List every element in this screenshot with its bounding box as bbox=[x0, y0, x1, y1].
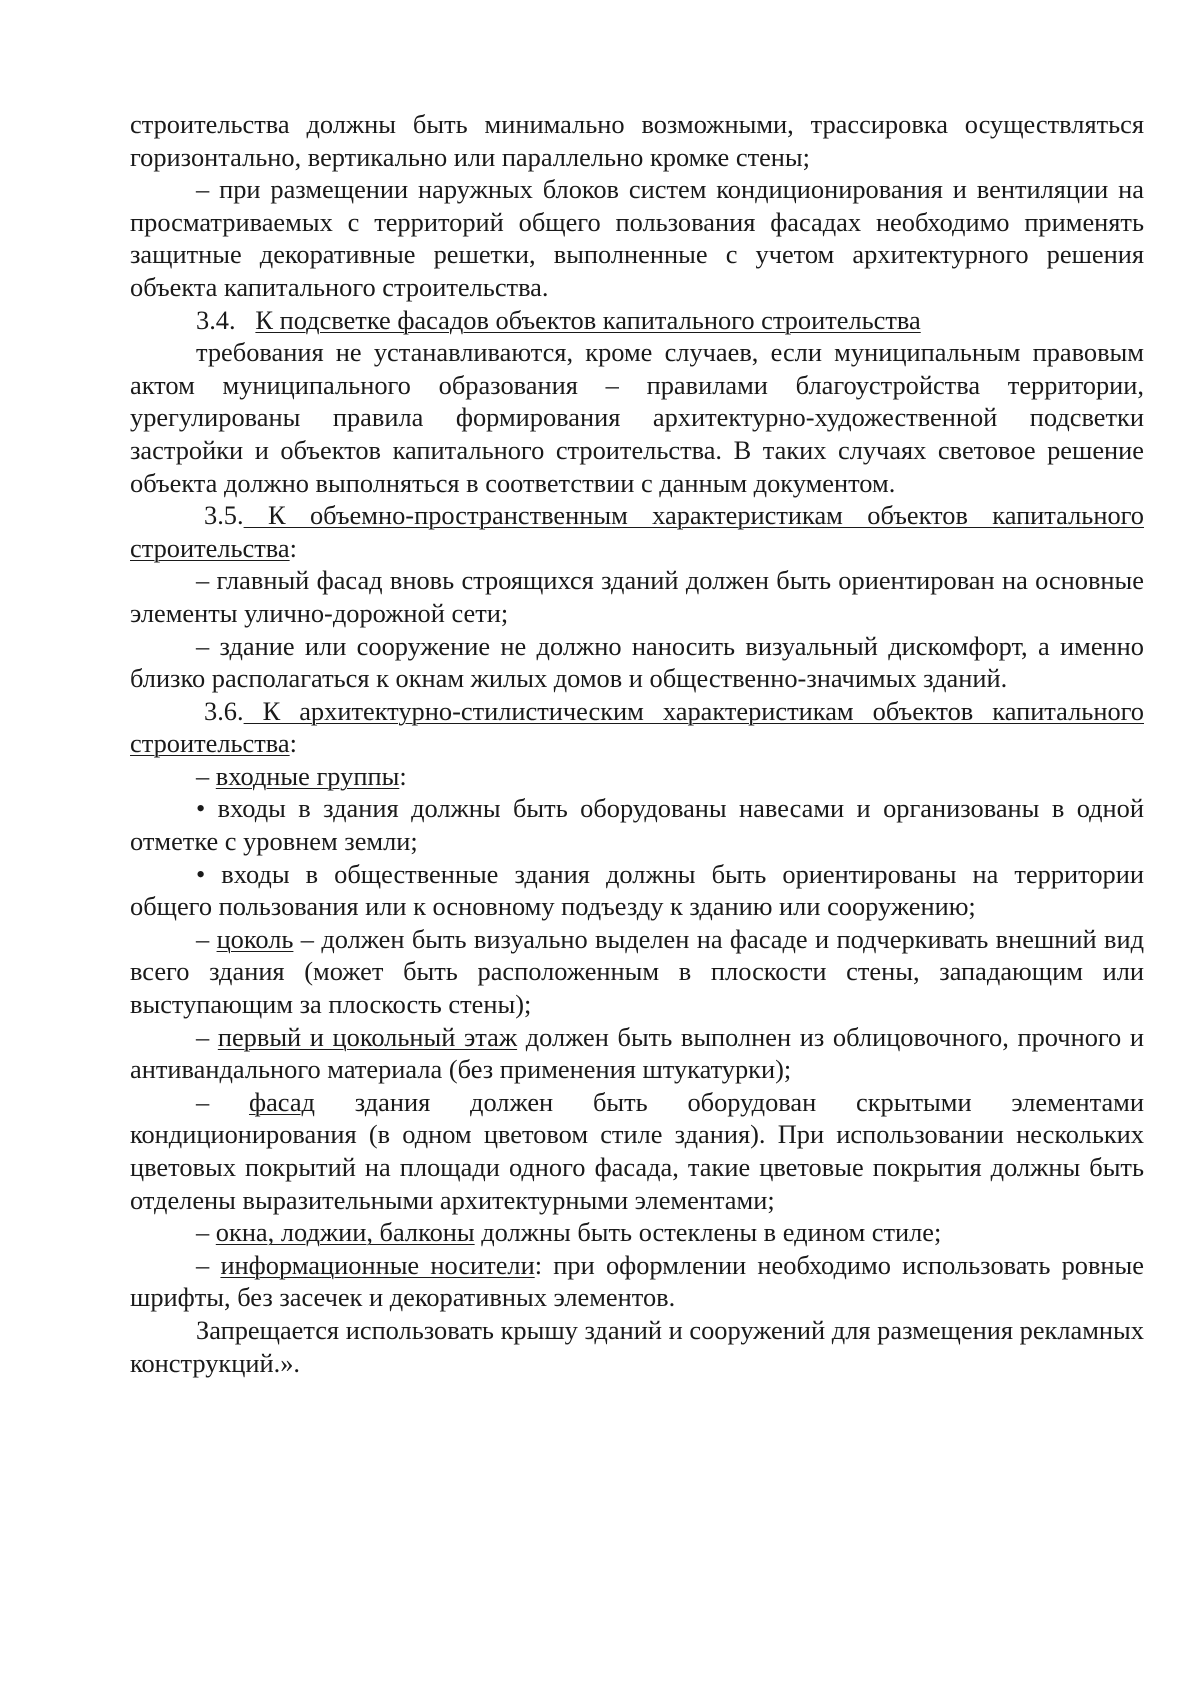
entry-groups-dash: – bbox=[196, 760, 216, 791]
section-3-5-item-1: – главный фасад вновь строящихся зданий должен быть ориентирован на основные элементы улично-дорожной сети; bbox=[130, 565, 1144, 628]
facade-text: здания должен быть оборудован скрытыми элементами кондиционирования (в одном цветовом стиле здания). При использовании нескольких цветовых покрытий на площади одного фасада, такие цветовые покрытия должны быть отделены выразительными архитектурными элементами; bbox=[130, 1086, 1145, 1215]
paragraph-continuation: строительства должны быть минимально возможными, трассировка осуществляться горизонтально, вертикально или параллельно кромке стены; bbox=[130, 109, 1144, 172]
entry-groups-item bbox=[130, 760, 1144, 793]
section-3-6 bbox=[130, 695, 1144, 760]
section-3-6-colon: : bbox=[289, 728, 297, 759]
section-3-6-heading: К архитектурно-стилистическим характеристикам объектов капитального строительства bbox=[130, 695, 1144, 759]
section-3-4-heading: К подсветке фасадов объектов капитального строительства bbox=[255, 304, 921, 335]
plinth-text: – должен быть визуально выделен на фасаде и подчеркивать внешний вид всего здания (может быть расположенным в плоскости стены, западающим или выступающим за плоскость стены); bbox=[130, 923, 1145, 1020]
first-floor-label: первый и цокольный этаж bbox=[217, 1021, 518, 1052]
paragraph-ventilation: – при размещении наружных блоков систем кондиционирования и вентиляции на просматриваемых с территорий общего пользования фасадах необходимо применять защитные декоративные решетки, выполненные с учетом архитектурного решения объекта капитального строительства. bbox=[130, 174, 1144, 302]
first-floor-item bbox=[130, 1021, 1144, 1086]
facade-dash: – bbox=[196, 1086, 249, 1117]
entry-groups-label: входные группы bbox=[215, 760, 400, 791]
facade-item bbox=[130, 1086, 1144, 1216]
section-3-4-number: 3.4. bbox=[196, 304, 236, 335]
entry-groups-colon: : bbox=[399, 760, 407, 791]
entry-bullet-2: • входы в общественные здания должны быть ориентированы на территории общего пользования или к основному подъезду к зданию или сооружению; bbox=[130, 858, 1144, 922]
windows-item bbox=[130, 1216, 1144, 1249]
section-3-4 bbox=[130, 304, 1144, 337]
final-paragraph: Запрещается использовать крышу зданий и сооружений для размещения рекламных конструкций.». bbox=[130, 1314, 1144, 1378]
info-carriers-text: : при оформлении необходимо использовать ровные шрифты, без засечек и декоративных элементов. bbox=[130, 1249, 1144, 1313]
first-floor-dash: – bbox=[196, 1021, 218, 1052]
plinth-label: цоколь bbox=[216, 923, 294, 954]
plinth-item bbox=[130, 923, 1144, 1021]
windows-text: должны быть остеклены в едином стиле; bbox=[474, 1217, 942, 1248]
section-3-5-colon: : bbox=[289, 532, 297, 563]
section-3-5-item-2: – здание или сооружение не должно наносить визуальный дискомфорт, а именно близко располагаться к окнам жилых домов и общественно-значимых зданий. bbox=[130, 630, 1144, 694]
facade-label: фасад bbox=[248, 1086, 315, 1117]
info-carriers-label: информационные носители bbox=[220, 1249, 535, 1280]
first-floor-text: должен быть выполнен из облицовочного, прочного и антивандального материала (без применения штукатурки); bbox=[130, 1021, 1144, 1085]
section-3-5-heading: К объемно-пространственным характеристикам объектов капитального строительства bbox=[130, 500, 1144, 563]
windows-label: окна, лоджии, балконы bbox=[215, 1217, 475, 1248]
section-3-4-text: требования не устанавливаются, кроме случаев, если муниципальным правовым актом муниципального образования – правилами благоустройства территории, урегулированы правила формирования архитектурно-художественной подсветки застройки и объектов капитального строительства. В таких случаях световое решение объекта должно выполняться в соответствии с данным документом. bbox=[130, 337, 1144, 498]
section-3-5-number: 3.5. bbox=[204, 500, 244, 531]
section-3-6-number: 3.6. bbox=[204, 695, 244, 726]
info-carriers-item bbox=[130, 1249, 1144, 1314]
info-carriers-dash: – bbox=[196, 1249, 221, 1280]
document-body bbox=[130, 108, 1144, 1379]
entry-bullet-1: • входы в здания должны быть оборудованы навесами и организованы в одной отметке с уровнем земли; bbox=[130, 793, 1144, 857]
windows-dash: – bbox=[196, 1217, 216, 1248]
section-3-5 bbox=[130, 499, 1144, 564]
plinth-dash: – bbox=[196, 923, 217, 954]
